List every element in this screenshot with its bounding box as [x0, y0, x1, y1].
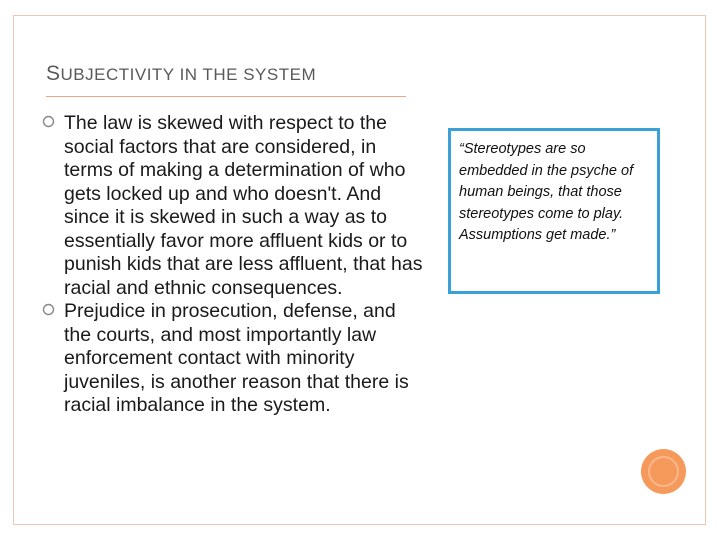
quote-box	[448, 128, 660, 294]
bullet-circle-icon	[42, 115, 56, 129]
bullet-text: The law is skewed with respect to the social factors that are considered, in terms of making a determination of who gets locked up and who doesn't. And since it is skewed in such a way as to essentially favor more affluent kids or to punish kids that are less affluent, that has racial and ethnic consequences.	[64, 112, 423, 299]
orange-circle-ring	[648, 456, 679, 487]
title-first-letter: S	[46, 62, 61, 85]
quote-text: “Stereotypes are so embedded in the psyche of human beings, that those stereotypes come to play. Assumptions get made.”	[459, 141, 634, 243]
orange-circle-icon	[641, 449, 686, 494]
title-part-2: THE SYSTEM	[197, 65, 317, 84]
title-part-in: IN	[179, 65, 198, 84]
title-part-1: UBJECTIVITY	[60, 65, 180, 84]
bullet-item	[38, 300, 428, 418]
bullet-circle-icon	[42, 303, 56, 317]
bullet-text: Prejudice in prosecution, defense, and the courts, and most importantly law enforcement contact with minority juveniles, is another reason that there is racial imbalance in the system.	[64, 300, 409, 416]
slide-title	[46, 62, 316, 86]
title-underline	[46, 96, 406, 97]
bullet-list	[38, 112, 428, 418]
bullet-item	[38, 112, 428, 300]
